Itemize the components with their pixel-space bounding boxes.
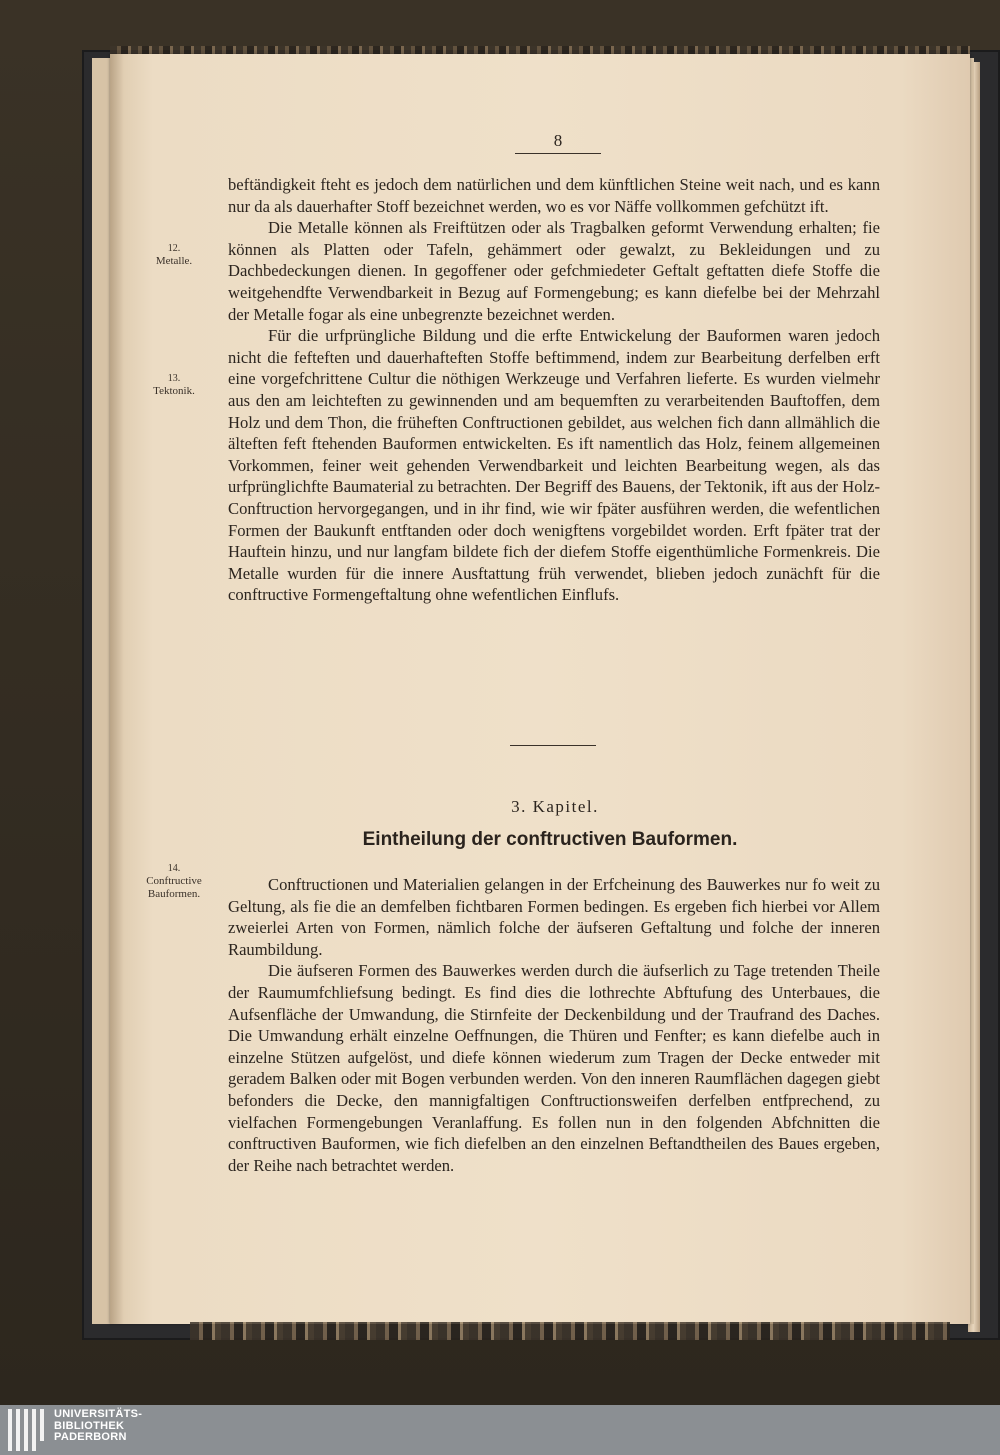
gutter-shadow <box>110 54 124 1324</box>
side-note-metalle <box>132 242 216 268</box>
page-number: 8 <box>515 131 601 154</box>
section-divider <box>510 745 596 746</box>
side-note-number: 12. <box>167 243 181 254</box>
text-block-top <box>228 174 880 606</box>
paragraph-tektonik: Für die urfprüngliche Bildung und die erfte Entwickelung der Bauformen waren jedoch nicht die fefteften und dauerhafteften Stoffe beftimmend, indem zur Bearbeitung derfelben erft eine vorgefchrittene Cultur die nöthigen Werkzeuge und Verfahren lieferte. Es wurden vielmehr aus den am leichteften zu gewinnenden und am bequemften zu verarbeitenden Bauftoffen, dem Holz und dem Thon, die früheften Conftructionen gebildet, aus welchen fich dann allmählich die älteften feft ftehenden Bauformen entwickelten. Es ift namentlich das Holz, feinem allgemeinen Vorkommen, feiner weit gehenden Verwendbarkeit und leichten Bearbeitung wegen, als das urfprünglichfte Baumaterial zu betrachten. Der Begriff des Bauens, der Tektonik, ift aus der Holz-Conftruction hervorgegangen, und in ihr find, wie wir fpäter ausführen werden, die wefentlichen Formen der Baukunft entftanden oder doch wenigftens vorgebildet worden. Erft fpäter trat der Hauftein hinzu, und nur langfam bildete fich der diefem Stoffe eigenthümliche Formenkreis. Die Metalle wurden für die innere Ausftattung früh verwendet, blieben jedoch zunächft für die conftructive Formengeftaltung ohne wefentlichen Einflufs. <box>228 326 880 605</box>
side-note-number: 14. <box>167 863 181 874</box>
side-note-label: Metalle. <box>155 255 193 267</box>
chapter-label: 3. Kapitel. <box>511 797 599 816</box>
library-name-line: PADERBORN <box>54 1431 127 1443</box>
library-footer <box>0 1405 1000 1455</box>
chapter-title: Eintheilung der conftructiven Bauformen. <box>362 829 738 850</box>
library-name-line: BIBLIOTHEK <box>54 1419 125 1432</box>
side-note-label: Conftructive <box>146 875 202 887</box>
text-block-bottom <box>228 874 880 1176</box>
paragraph-bauformen-1: Conftructionen und Materialien gelangen in der Erfcheinung des Bauwerkes nur fo weit zu Geltung, als fie die an demfelben fichtbaren Formen bedingen. Es ergeben fich hierbei vor Allem zweierlei Arten von Formen, nämlich folche der äufseren Geftaltung und folche der inneren Raumbildung. <box>228 875 880 959</box>
side-note-label: Tektonik. <box>153 385 195 397</box>
side-note-tektonik <box>132 372 216 398</box>
side-note-label: Bauformen. <box>147 888 201 900</box>
side-note-number: 13. <box>167 373 181 384</box>
paragraph-continuation: beftändigkeit fteht es jedoch dem natürlichen und dem künftlichen Steine weit nach, und es kann nur da als dauerhafter Stoff bezeichnet werden, wo es vor Näffe vollkommen gefchützt ift. <box>228 175 880 216</box>
marbled-edge-bottom <box>190 1322 950 1340</box>
side-note-bauformen <box>132 862 216 901</box>
library-name <box>54 1409 142 1444</box>
library-logo-icon <box>6 1409 50 1451</box>
book-page <box>110 54 970 1324</box>
library-name-line: UNIVERSITÄTS- <box>54 1408 143 1420</box>
paragraph-metalle: Die Metalle können als Freiftützen oder als Tragbalken geformt Verwendung erhalten; fie können als Platten oder Tafeln, gehämmert oder gewalzt, zu Bekleidungen und zu Dachbedeckungen dienen. In gegoffener oder gefchmiedeter Geftalt geftatten diefe Stoffe die weitgehendfte Verwendbarkeit in Bezug auf Formengebung; es kann diefelbe bei der Mehrzahl der Metalle fogar als eine unbegrenzte bezeichnet werden. <box>228 218 880 324</box>
paragraph-bauformen-2: Die äufseren Formen des Bauwerkes werden durch die äufserlich zu Tage tretenden Theile der Raumumfchliefsung bedingt. Es find dies die lothrechte Abftufung des Unterbaues, die Aufsenfläche der Umwandung, die Stirnfeite der Deckenbildung und der Traufrand des Daches. Die Umwandung erhält einzelne Oeffnungen, die Thüren und Fenfter; es kann diefelbe auch in einzelne Stützen aufgelöst, und diefe können wiederum zum Tragen der Decke entweder mit geradem Balken oder mit Bogen verbunden werden. Von den inneren Raumflächen dagegen giebt befonders die Decke, den mannigfaltigen Conftructionsweifen derfelben entfprechend, zu vielfachen Formengebungen Veranlaffung. Es follen nun in den folgenden Abfchnitten die conftructiven Bauformen, wie fich diefelben an den einzelnen Beftandtheilen des Baues ergeben, der Reihe nach betrachtet werden. <box>228 961 880 1175</box>
